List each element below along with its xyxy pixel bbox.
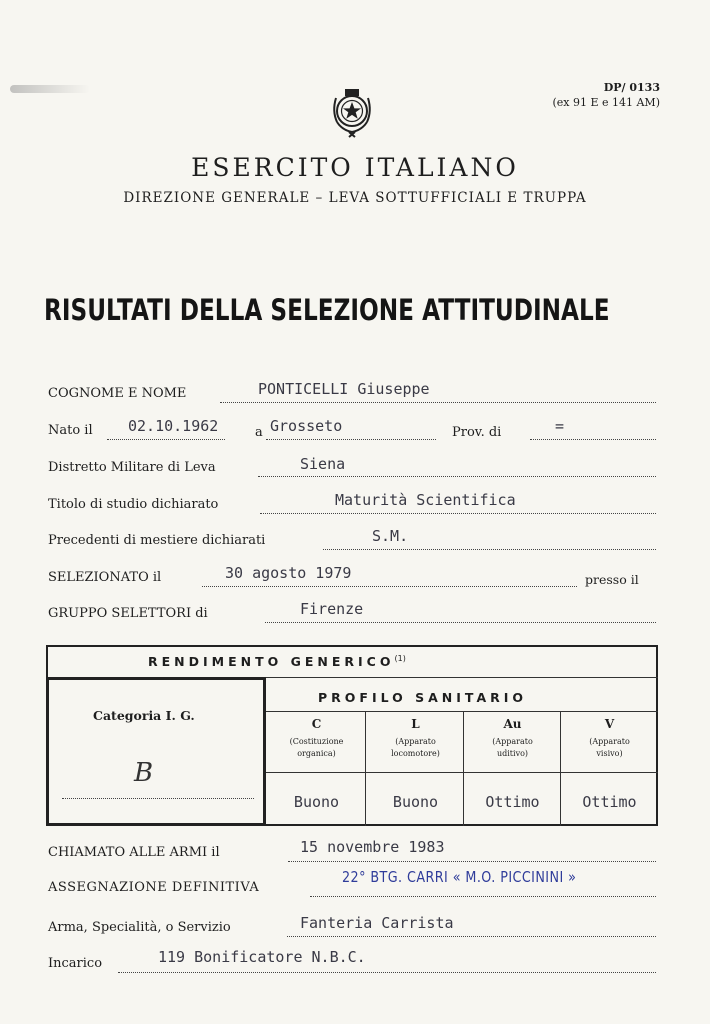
task-value: 119 Bonificatore N.B.C. [158, 948, 366, 966]
scan-smudge [10, 85, 90, 93]
at-label: presso il [585, 572, 639, 587]
born-date-line [107, 439, 225, 440]
col-c-desc1: (Costituzione [289, 737, 344, 746]
name-line [220, 402, 656, 403]
col-l-value: Buono [392, 793, 439, 811]
district-value: Siena [300, 455, 346, 473]
rendimento-header-text: RENDIMENTO GENERICO [148, 654, 395, 670]
arm-label: Arma, Specialità, o Servizio [48, 920, 231, 935]
col-v-letter: V [604, 717, 615, 731]
district-line [258, 476, 656, 477]
jobs-line [323, 549, 656, 550]
col-au-desc1: (Apparato [492, 737, 533, 746]
form-code [552, 80, 660, 110]
col-v-desc2: visivo) [596, 749, 623, 758]
jobs-value: S.M. [372, 527, 409, 545]
col-c-value: Buono [293, 793, 340, 811]
province-value: = [555, 417, 565, 435]
province-label: Prov. di [452, 425, 502, 440]
category-box [46, 677, 266, 826]
district-label: Distretto Militare di Leva [48, 460, 216, 475]
form-code-number: DP/ 0133 [603, 81, 660, 94]
rendimento-header-note: (1) [394, 654, 406, 663]
name-label: COGNOME E NOME [48, 386, 187, 401]
assign-stamp: 22° BTG. CARRI « M.O. PICCININI » [342, 868, 577, 886]
study-value: Maturità Scientifica [335, 491, 516, 509]
assign-label: ASSEGNAZIONE DEFINITIVA [48, 880, 260, 895]
col-c-letter: C [311, 717, 322, 731]
values-divider [266, 772, 658, 773]
task-label: Incarico [48, 956, 103, 971]
col-v-desc1: (Apparato [589, 737, 630, 746]
task-line [118, 972, 656, 973]
category-line [62, 798, 254, 799]
col-au-desc2: uditivo) [496, 749, 529, 758]
called-date: 15 novembre 1983 [300, 838, 445, 856]
rendimento-header [148, 654, 406, 669]
arm-line [287, 936, 656, 937]
profile-divider [266, 711, 658, 712]
form-code-note: (ex 91 E e 141 AM) [552, 96, 660, 109]
born-place-line [266, 439, 436, 440]
col-v-value: Ottimo [582, 793, 637, 811]
group-label: GRUPPO SELETTORI di [48, 606, 208, 621]
selected-line [202, 586, 577, 587]
org-title: ESERCITO ITALIANO [191, 153, 519, 182]
category-label: Categoria I. G. [93, 708, 195, 723]
selected-date: 30 agosto 1979 [225, 564, 352, 582]
arm-value: Fanteria Carrista [300, 914, 454, 932]
called-line [288, 861, 656, 862]
assign-line [310, 896, 656, 897]
study-line [260, 513, 656, 514]
jobs-label: Precedenti di mestiere dichiarati [48, 533, 266, 548]
col-l-desc2: locomotore) [391, 749, 440, 758]
col-au-letter: Au [503, 717, 522, 731]
org-subtitle: DIREZIONE GENERALE – LEVA SOTTUFFICIALI E TRUPPA [123, 190, 587, 206]
category-value: B [134, 758, 154, 788]
born-place: Grosseto [270, 417, 343, 435]
col-c-desc2: organica) [297, 749, 336, 758]
emblem-icon [328, 84, 376, 138]
profile-header: PROFILO SANITARIO [318, 690, 528, 705]
col-l-letter: L [411, 717, 420, 731]
group-line [265, 622, 656, 623]
study-label: Titolo di studio dichiarato [48, 497, 219, 512]
name-value: PONTICELLI Giuseppe [258, 380, 430, 398]
born-date: 02.10.1962 [128, 417, 219, 435]
province-line [530, 439, 656, 440]
called-label: CHIAMATO ALLE ARMI il [48, 845, 220, 860]
document-title: RISULTATI DELLA SELEZIONE ATTITUDINALE [44, 293, 610, 327]
selected-label: SELEZIONATO il [48, 570, 162, 585]
group-value: Firenze [300, 600, 364, 618]
born-label: Nato il [48, 423, 93, 438]
born-at-label: a [255, 425, 263, 440]
col-l-desc1: (Apparato [395, 737, 436, 746]
col-au-value: Ottimo [485, 793, 540, 811]
